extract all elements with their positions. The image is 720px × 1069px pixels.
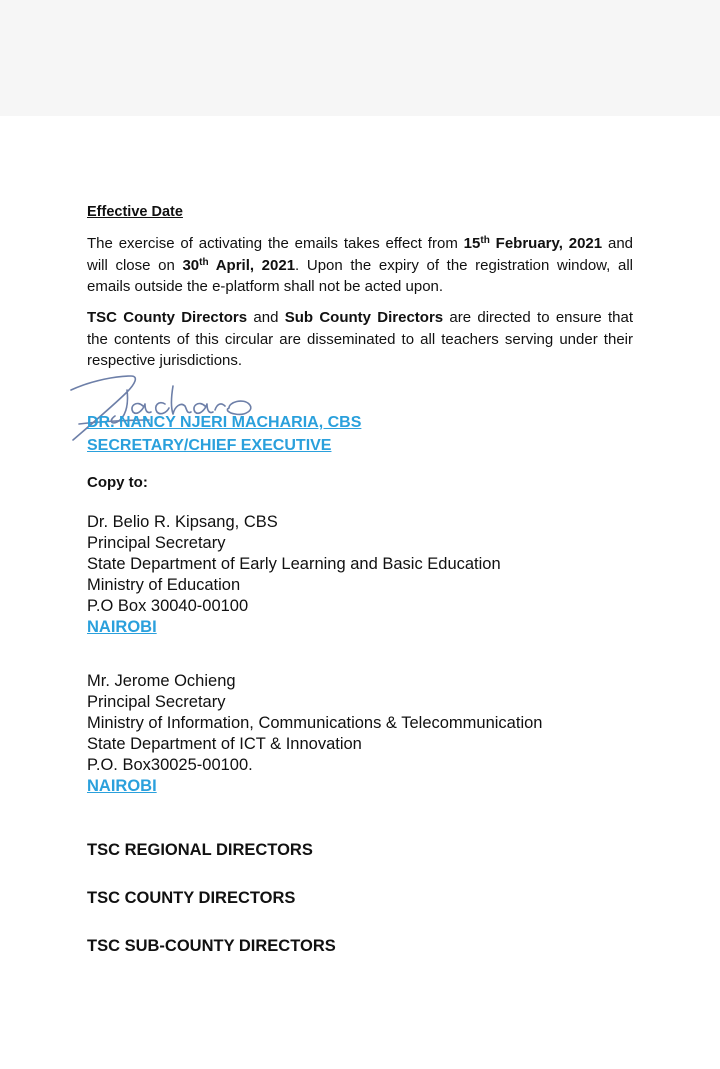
signatory-block	[87, 411, 361, 457]
start-date-day: 15	[463, 235, 481, 252]
sub-county-directors-bold: Sub County Directors	[284, 309, 444, 326]
address-line: Principal Secretary	[87, 693, 226, 711]
address-city: NAIROBI	[87, 777, 157, 795]
address-line: Mr. Jerome Ochieng	[87, 672, 236, 690]
address-line: State Department of Early Learning and Basic Education	[87, 555, 501, 573]
page-top-margin	[0, 0, 720, 116]
address-line: Ministry of Information, Communications & Telecommunication	[87, 714, 543, 732]
signatory-name: DR. NANCY NJERI MACHARIA, CBS	[87, 414, 362, 431]
recipient-address	[87, 512, 501, 638]
directive-text-1: and	[247, 309, 285, 326]
start-date-suffix: th	[480, 235, 490, 246]
effective-text-2: and will close on	[87, 235, 633, 274]
directive-paragraph	[87, 307, 633, 372]
address-line: Dr. Belio R. Kipsang, CBS	[87, 513, 278, 531]
directive-text-2: are directed to ensure that the contents of this circular are disseminated to all teachers serving under their respective jurisdictions.	[87, 309, 633, 369]
end-date-suffix: th	[199, 256, 209, 268]
distribution-item: TSC COUNTY DIRECTORS	[87, 889, 296, 907]
address-line: P.O. Box30025-00100.	[87, 756, 253, 774]
address-line: State Department of ICT & Innovation	[87, 735, 362, 753]
address-city: NAIROBI	[87, 618, 157, 636]
start-date	[464, 235, 602, 252]
end-date	[182, 257, 295, 274]
effective-text-3: . Upon the expiry of the registration window, all emails outside the e-platform shall not be acted upon.	[87, 256, 634, 295]
address-line: Ministry of Education	[87, 576, 241, 594]
start-date-month-year: February, 2021	[489, 235, 603, 252]
address-line: P.O Box 30040-00100	[87, 597, 249, 615]
end-date-month-year: April, 2021	[208, 256, 296, 274]
effective-date-paragraph	[87, 233, 633, 298]
effective-date-heading: Effective Date	[87, 204, 183, 220]
distribution-item: TSC REGIONAL DIRECTORS	[87, 841, 313, 859]
end-date-day: 30	[182, 256, 200, 274]
recipient-address	[87, 671, 542, 797]
distribution-item: TSC SUB-COUNTY DIRECTORS	[87, 937, 336, 955]
copy-to-label: Copy to:	[87, 474, 148, 491]
county-directors-bold: TSC County Directors	[87, 309, 248, 326]
signatory-title: SECRETARY/CHIEF EXECUTIVE	[87, 437, 332, 454]
effective-text-1: The exercise of activating the emails takes effect from	[87, 235, 464, 252]
address-line: Principal Secretary	[87, 534, 226, 552]
